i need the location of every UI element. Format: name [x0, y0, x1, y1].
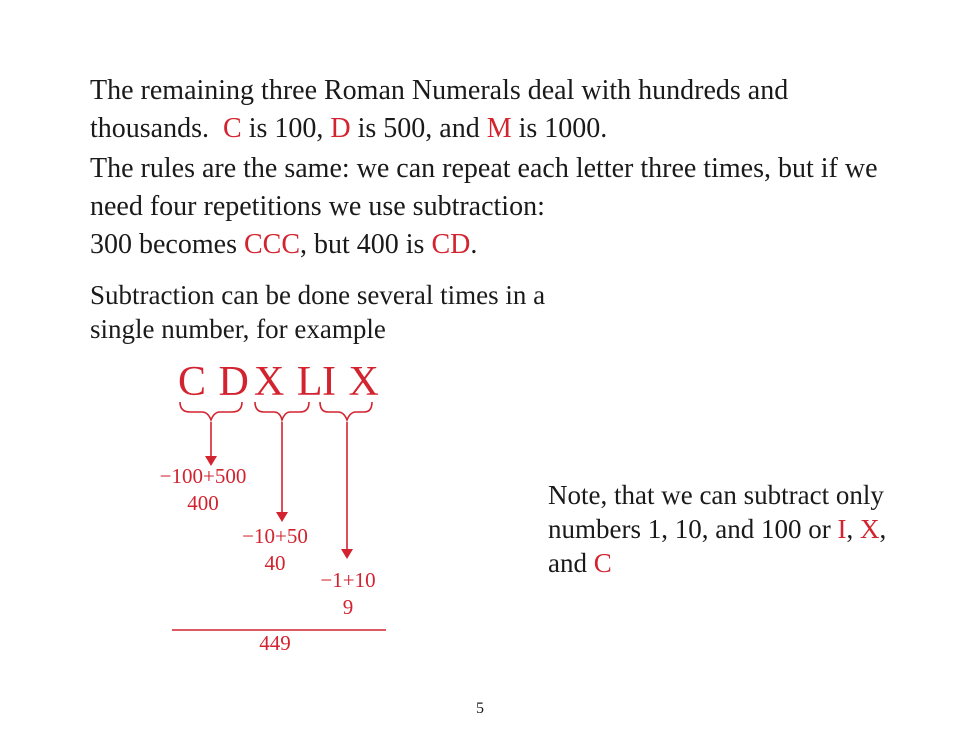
numeral-group-xl: X L [254, 359, 324, 405]
note-numeral-x: X [859, 514, 880, 544]
calc-total: 449 [259, 631, 291, 655]
calc-ix-value: 9 [342, 595, 354, 619]
note-text-2: , [846, 514, 860, 544]
numeral-d: D [330, 113, 351, 144]
numeral-ccc: CCC [243, 229, 300, 260]
numeral-c: C [223, 113, 242, 144]
rules-text: The rules are the same: we can repeat each letter three times, but if we need four repetitions we use subtraction: [90, 153, 878, 222]
calc-xl-expression: −10+50 [242, 524, 308, 548]
brace-ix [320, 402, 372, 420]
calc-cd-expression: −100+500 [159, 464, 247, 488]
intro-text-4: is 1000. [511, 113, 608, 144]
intro-text: The remaining three Roman Numerals deal with hundreds and thousands. [90, 75, 789, 144]
rules-text-3: , but 400 is [300, 229, 432, 260]
calc-cd-value: 400 [187, 491, 219, 515]
rules-text-2: 300 becomes [90, 229, 244, 260]
numeral-group-ix: I X [322, 359, 380, 405]
brace-cd [180, 402, 242, 420]
note-text: Note, that we can subtract only numbers 1, 10, and 100 or [548, 480, 884, 544]
note-numeral-i: I [837, 514, 847, 544]
calc-xl-value: 40 [264, 551, 286, 575]
intro-text-2: is 100, [241, 113, 331, 144]
calc-group-xl [230, 523, 320, 577]
rules-text-4: . [470, 229, 478, 260]
example-intro-paragraph: Subtraction can be done several times in a single number, for example [90, 280, 546, 344]
arrow-xl-head [276, 512, 288, 522]
calc-group-ix [308, 567, 388, 621]
page-number: 5 [476, 700, 484, 717]
numeral-group-cd: C D [178, 359, 250, 405]
note-paragraph [548, 478, 888, 580]
note-numeral-c: C [593, 548, 612, 578]
numeral-m: M [486, 113, 512, 144]
calc-ix-expression: −1+10 [320, 568, 376, 592]
brace-xl [255, 402, 309, 420]
intro-text-3: is 500, and [350, 113, 487, 144]
calc-group-cd [148, 463, 258, 517]
numeral-cd: CD [431, 229, 471, 260]
note-text-3: , and [548, 514, 887, 578]
arrow-ix-head [341, 549, 353, 559]
